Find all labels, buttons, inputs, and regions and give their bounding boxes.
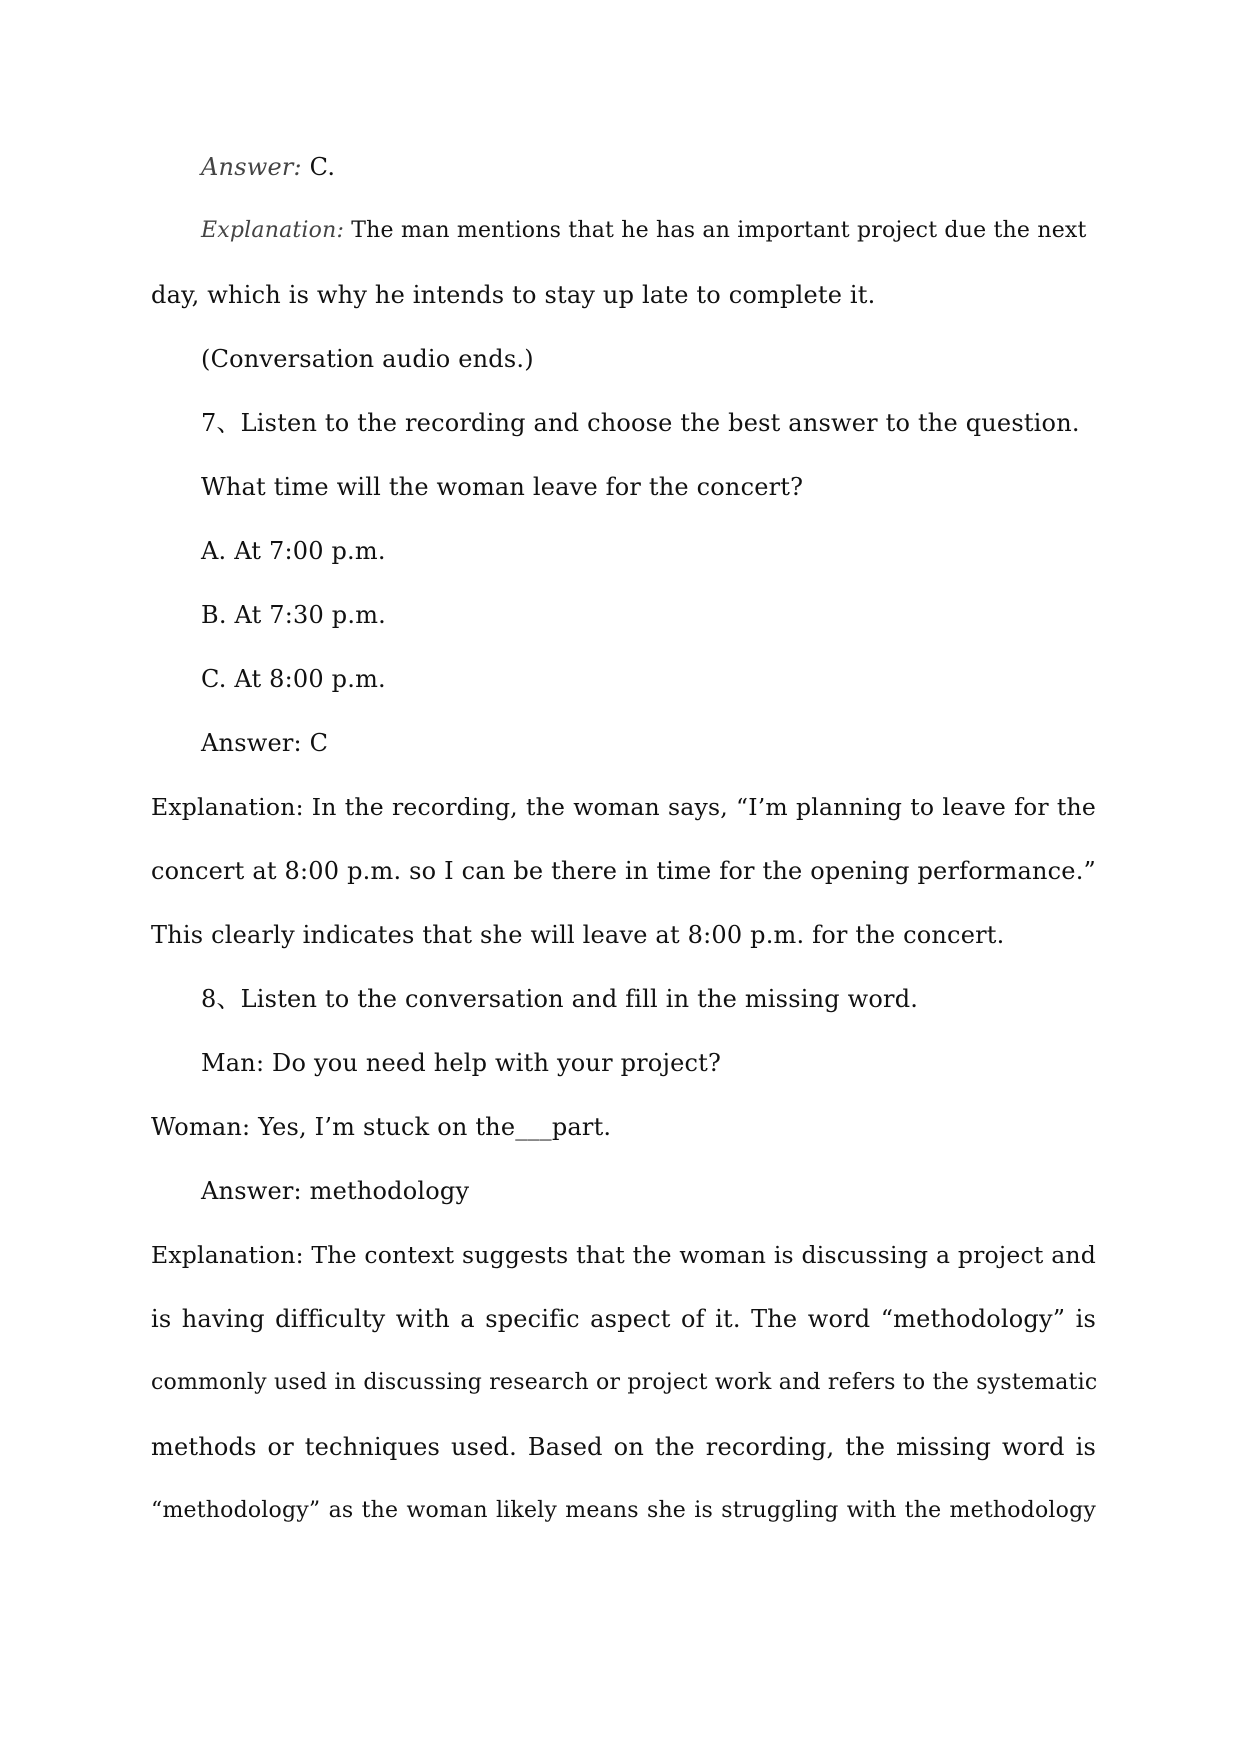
question-8-prompt: 8、Listen to the conversation and fill in the missing word. bbox=[201, 985, 919, 1013]
prev-answer-value: C. bbox=[301, 153, 336, 181]
question-8-explanation-line-1: Explanation: The context suggests that the woman is discussing a project and bbox=[151, 1241, 1096, 1269]
question-7-explanation-line-2: concert at 8:00 p.m. so I can be there in time for the opening performance.” bbox=[151, 857, 1096, 885]
question-8-explanation-line-5: “methodology” as the woman likely means she is struggling with the methodology bbox=[151, 1498, 1096, 1523]
question-7-text: What time will the woman leave for the concert? bbox=[201, 473, 804, 501]
question-7-option-a: A. At 7:00 p.m. bbox=[201, 537, 386, 565]
question-7-prompt: 7、Listen to the recording and choose the best answer to the question. bbox=[201, 409, 1080, 437]
prev-answer-line bbox=[201, 152, 1096, 182]
prev-explanation-line-2: day, which is why he intends to stay up late to complete it. bbox=[151, 281, 876, 309]
question-8-explanation-line-2: is having difficulty with a specific aspect of it. The word “methodology” is bbox=[151, 1305, 1096, 1333]
question-7-answer: Answer: C bbox=[201, 729, 329, 757]
question-7-option-c: C. At 8:00 p.m. bbox=[201, 665, 386, 693]
question-7-option-b: B. At 7:30 p.m. bbox=[201, 601, 386, 629]
prev-explanation-text-1: The man mentions that he has an important project due the next bbox=[344, 218, 1087, 243]
conversation-end-note: (Conversation audio ends.) bbox=[201, 345, 534, 373]
prev-explanation-line-1 bbox=[201, 216, 1096, 246]
prev-explanation-label: Explanation: bbox=[201, 218, 345, 243]
prev-answer-label: Answer: bbox=[201, 153, 302, 181]
question-8-explanation-line-3: commonly used in discussing research or project work and refers to the systematic bbox=[151, 1370, 1098, 1395]
question-8-man-line: Man: Do you need help with your project? bbox=[201, 1049, 722, 1077]
question-7-explanation-line-1: Explanation: In the recording, the woman says, “I’m planning to leave for the bbox=[151, 793, 1096, 821]
question-8-woman-line: Woman: Yes, I’m stuck on the___part. bbox=[151, 1113, 612, 1141]
question-7-explanation-line-3: This clearly indicates that she will leave at 8:00 p.m. for the concert. bbox=[151, 921, 1005, 949]
question-8-explanation-line-4: methods or techniques used. Based on the recording, the missing word is bbox=[151, 1433, 1096, 1461]
question-8-answer: Answer: methodology bbox=[201, 1177, 470, 1205]
